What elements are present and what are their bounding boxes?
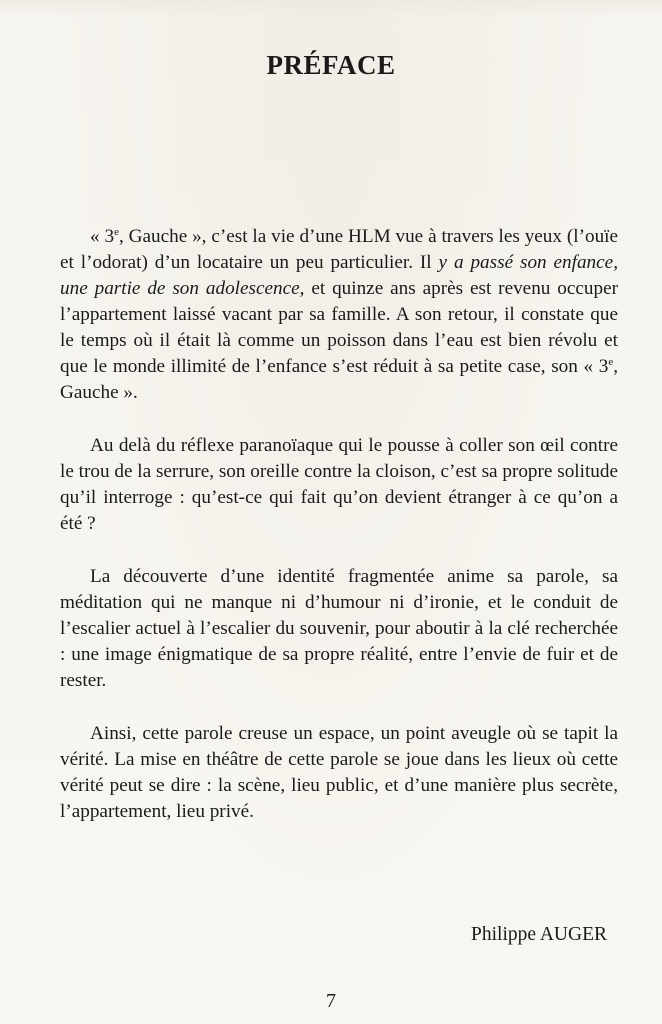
paragraph-4: Ainsi, cette parole creuse un espace, un point aveugle où se tapit la vérité. La mise en théâtre de cette parole se joue dans les lieux où cette vérité peut se dire : la scène, lieu public, et d’une manière plus secrète, l’appartement, lieu privé. — [60, 723, 618, 822]
paragraph-1-italic: y a passé son enfance, une partie de son adolescence, — [60, 252, 618, 299]
paragraph-1-superscript-b: e — [608, 356, 614, 368]
preface-body — [60, 224, 618, 852]
page-number: 7 — [326, 990, 336, 1012]
paragraph-1 — [60, 224, 618, 406]
page-title: PRÉFACE — [266, 50, 396, 80]
author-signature: Philippe AUGER — [471, 924, 607, 945]
paragraph-1-part-d: , Gauche ». — [60, 356, 618, 403]
paragraph-3: La découverte d’une identité fragmentée anime sa parole, sa méditation qui ne manque ni d’humour ni d’ironie, et le conduit de l’escalier actuel à l’escalier du souvenir, pour aboutir à la clé recherchée : une image énigmatique de sa propre réalité, entre l’envie de fuir et de rester. — [60, 566, 618, 691]
paragraph-2: Au delà du réflexe paranoïaque qui le pousse à coller son œil contre le trou de la serrure, son oreille contre la cloison, c’est sa propre solitude qu’il interroge : qu’est-ce qui fait qu’on devient étranger à ce qu’on a été ? — [60, 435, 618, 534]
paragraph-1-part-b: , Gauche », c’est la vie d’une HLM vue à travers les yeux (l’ouïe et l’odorat) d’un locataire un peu particulier. Il — [60, 226, 619, 273]
paragraph-1-part-a: « 3 — [90, 226, 115, 247]
paragraph-1-part-c: et quinze ans après est revenu occuper l’appartement laissé vacant par sa famille. A son retour, il constate que le temps où il était là comme un poisson dans l’eau est bien révolu et que le monde illimité de l’enfance s’est réduit à sa petite case, son « 3 — [60, 278, 618, 377]
paragraph-1-superscript-a: e — [114, 226, 119, 238]
